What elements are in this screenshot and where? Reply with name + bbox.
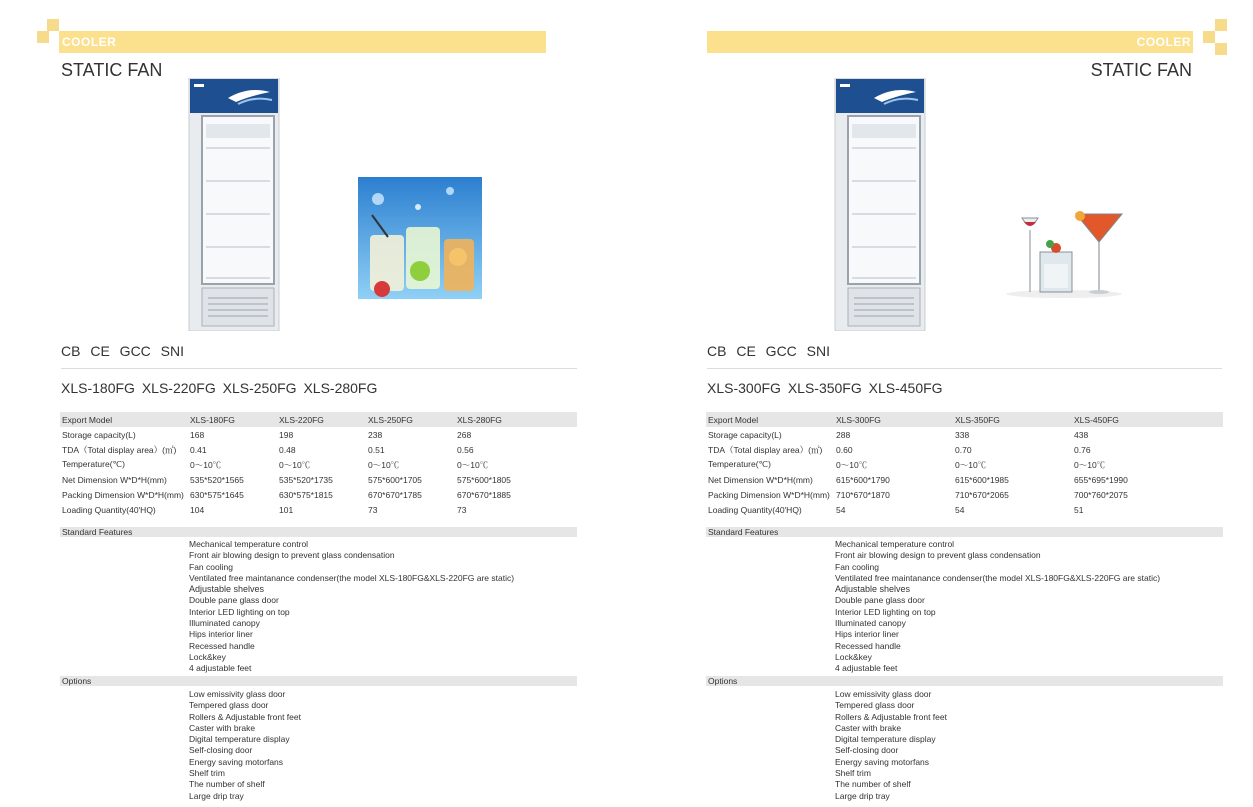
option-item: Energy saving motorfans — [189, 756, 284, 767]
spec-value-cell: 575*600*1705 — [368, 474, 422, 485]
option-item: Rollers & Adjustable front feet — [835, 711, 947, 722]
spec-value-cell: 0～10℃ — [955, 459, 987, 470]
standard-features-header: Standard Features — [60, 527, 577, 537]
spec-row — [60, 487, 577, 502]
option-item: Low emissivity glass door — [189, 689, 286, 699]
spec-label-cell: TDA（Total display area）(㎡) — [708, 444, 823, 455]
spec-value-cell: 655*695*1990 — [1074, 474, 1128, 485]
spec-value-cell: 51 — [1074, 504, 1084, 515]
spec-value-cell: XLS-350FG — [953, 412, 1072, 427]
spec-value-cell: 630*575*1815 — [279, 489, 333, 500]
option-item: Large drip tray — [189, 790, 244, 801]
feature-item: Ventilated free maintanance condenser(the model XLS-180FG&XLS-220FG are static) — [835, 572, 1161, 583]
feature-item: Recessed handle — [835, 640, 901, 651]
spec-value-cell: 615*600*1790 — [836, 474, 890, 485]
feature-item: 4 adjustable feet — [189, 663, 252, 674]
feature-item: Interior LED lighting on top — [189, 606, 290, 617]
options-list — [189, 689, 301, 802]
left-page — [0, 0, 626, 807]
certifications: CB CE GCC SNI — [707, 343, 831, 359]
feature-item: Hips interior liner — [835, 629, 899, 640]
spec-row — [60, 442, 577, 457]
feature-item: Front air blowing design to prevent glass condensation — [189, 550, 395, 561]
spec-value-cell: 73 — [457, 504, 467, 515]
spec-value-cell: XLS-250FG — [366, 412, 455, 427]
spec-header-row — [60, 412, 577, 427]
standard-features-list — [189, 539, 514, 675]
spec-label-cell: Storage capacity(L) — [62, 429, 136, 440]
feature-item: Mechanical temperature control — [189, 539, 309, 549]
spec-row — [706, 502, 1223, 517]
option-item: Shelf trim — [835, 768, 871, 779]
deco-square — [1203, 31, 1215, 43]
cooler-product-image — [188, 78, 280, 331]
option-item: Shelf trim — [189, 768, 225, 779]
page-title: STATIC FAN — [61, 60, 163, 80]
spec-value-cell: 288 — [836, 429, 851, 440]
spec-value-cell: 101 — [279, 504, 294, 515]
cooler-product-image — [834, 78, 926, 331]
spec-value-cell: 615*600*1985 — [955, 474, 1009, 485]
deco-square — [47, 19, 59, 31]
feature-item: Illuminated canopy — [189, 618, 260, 629]
spec-value-cell: XLS-280FG — [455, 412, 577, 427]
cocktail-glasses-photo — [1004, 208, 1127, 298]
spec-label-cell: Packing Dimension W*D*H(mm) — [708, 489, 830, 500]
right-page — [627, 0, 1253, 807]
options-header: Options — [706, 676, 1223, 686]
spec-value-cell: 238 — [368, 429, 383, 440]
spec-value-cell: XLS-450FG — [1072, 412, 1223, 427]
divider — [61, 368, 577, 369]
feature-item: Ventilated free maintanance condenser(the model XLS-180FG&XLS-220FG are static) — [189, 572, 515, 583]
spec-value-cell: 54 — [955, 504, 965, 515]
feature-item: Hips interior liner — [189, 629, 253, 640]
spec-value-cell: 710*670*2065 — [955, 489, 1009, 500]
certifications: CB CE GCC SNI — [61, 343, 185, 359]
spec-value-cell: 104 — [190, 504, 205, 515]
spec-value-cell: 0.60 — [836, 444, 853, 455]
option-item: Large drip tray — [835, 790, 890, 801]
spec-label-cell: Export Model — [706, 412, 834, 427]
spec-table — [706, 412, 1223, 517]
option-item: The number of shelf — [835, 779, 911, 790]
spec-value-cell: 0.41 — [190, 444, 207, 455]
option-item: Self-closing door — [835, 745, 899, 756]
feature-item: Fan cooling — [835, 561, 879, 572]
spec-value-cell: 575*600*1805 — [457, 474, 511, 485]
spec-value-cell: 54 — [836, 504, 846, 515]
spec-value-cell: 0.56 — [457, 444, 474, 455]
spec-row — [60, 427, 577, 442]
spec-value-cell: 535*520*1565 — [190, 474, 244, 485]
model-list: XLS-300FG XLS-350FG XLS-450FG — [707, 380, 943, 396]
spec-value-cell: XLS-180FG — [188, 412, 277, 427]
spec-row — [706, 487, 1223, 502]
spec-label-cell: Net Dimension W*D*H(mm) — [62, 474, 167, 485]
options-list — [835, 689, 947, 802]
spec-value-cell: 0～10℃ — [836, 459, 868, 470]
feature-item: 4 adjustable feet — [835, 663, 898, 674]
spec-value-cell: 710*670*1870 — [836, 489, 890, 500]
spec-label-cell: Storage capacity(L) — [708, 429, 782, 440]
spec-value-cell: 438 — [1074, 429, 1089, 440]
drinks-photo — [358, 177, 482, 299]
spec-value-cell: 0～10℃ — [190, 459, 222, 470]
spec-table — [60, 412, 577, 517]
feature-item: Lock&key — [189, 651, 226, 662]
brand-label: COOLER — [62, 35, 117, 49]
option-item: Digital temperature display — [189, 734, 290, 745]
spec-label-cell: Export Model — [60, 412, 188, 427]
brand-label: COOLER — [1136, 35, 1191, 49]
spec-label-cell: Temperature(℃) — [62, 459, 125, 469]
spec-value-cell: 73 — [368, 504, 378, 515]
options-header: Options — [60, 676, 577, 686]
deco-square — [1215, 43, 1227, 55]
spec-value-cell: 630*575*1645 — [190, 489, 244, 500]
spec-row — [60, 502, 577, 517]
deco-square — [37, 31, 49, 43]
page-title: STATIC FAN — [1090, 60, 1192, 80]
option-item: Caster with brake — [835, 722, 902, 733]
divider — [707, 368, 1222, 369]
spec-row — [706, 472, 1223, 487]
feature-item: Double pane glass door — [835, 595, 925, 606]
option-item: Tempered glass door — [835, 700, 915, 711]
spec-value-cell: 0～10℃ — [1074, 459, 1106, 470]
spec-value-cell: 338 — [955, 429, 970, 440]
option-item: Energy saving motorfans — [835, 756, 930, 767]
spec-value-cell: 700*760*2075 — [1074, 489, 1128, 500]
spec-value-cell: 0～10℃ — [457, 459, 489, 470]
spec-label-cell: Loading Quantity(40'HQ) — [62, 504, 156, 515]
spec-label-cell: Net Dimension W*D*H(mm) — [708, 474, 813, 485]
standard-features-list — [835, 539, 1160, 675]
model-list: XLS-180FG XLS-220FG XLS-250FG XLS-280FG — [61, 380, 378, 396]
option-item: Tempered glass door — [189, 700, 269, 711]
feature-item: Double pane glass door — [189, 595, 279, 606]
spec-value-cell: 0.51 — [368, 444, 385, 455]
feature-item: Interior LED lighting on top — [835, 606, 936, 617]
option-item: The number of shelf — [189, 779, 265, 790]
spec-value-cell: 535*520*1735 — [279, 474, 333, 485]
option-item: Rollers & Adjustable front feet — [189, 711, 301, 722]
option-item: Low emissivity glass door — [835, 689, 932, 699]
spec-row — [706, 457, 1223, 472]
spec-row — [60, 472, 577, 487]
spec-label-cell: Packing Dimension W*D*H(mm) — [62, 489, 184, 500]
feature-item: Adjustable shelves — [835, 584, 911, 595]
spec-value-cell: XLS-300FG — [834, 412, 953, 427]
spec-value-cell: 198 — [279, 429, 294, 440]
spec-row — [706, 442, 1223, 457]
spec-label-cell: TDA（Total display area）(㎡) — [62, 444, 177, 455]
feature-item: Mechanical temperature control — [835, 539, 955, 549]
standard-features-header: Standard Features — [706, 527, 1223, 537]
option-item: Caster with brake — [189, 722, 256, 733]
spec-value-cell: 0.48 — [279, 444, 296, 455]
option-item: Digital temperature display — [835, 734, 936, 745]
deco-square — [1215, 19, 1227, 31]
spec-value-cell: 0～10℃ — [368, 459, 400, 470]
spec-value-cell: 670*670*1885 — [457, 489, 511, 500]
feature-item: Front air blowing design to prevent glass condensation — [835, 550, 1041, 561]
spec-value-cell: 0～10℃ — [279, 459, 311, 470]
spec-label-cell: Loading Quantity(40'HQ) — [708, 504, 802, 515]
option-item: Self-closing door — [189, 745, 253, 756]
feature-item: Recessed handle — [189, 640, 255, 651]
header-band — [707, 31, 1193, 53]
spec-value-cell: 268 — [457, 429, 472, 440]
spec-label-cell: Temperature(℃) — [708, 459, 771, 469]
spec-value-cell: 0.76 — [1074, 444, 1091, 455]
spec-value-cell: 0.70 — [955, 444, 972, 455]
spec-value-cell: 168 — [190, 429, 205, 440]
spec-row — [60, 457, 577, 472]
spec-value-cell: XLS-220FG — [277, 412, 366, 427]
spec-row — [706, 427, 1223, 442]
feature-item: Illuminated canopy — [835, 618, 906, 629]
feature-item: Adjustable shelves — [189, 584, 265, 595]
feature-item: Fan cooling — [189, 561, 233, 572]
spec-value-cell: 670*670*1785 — [368, 489, 422, 500]
header-band — [59, 31, 546, 53]
spec-header-row — [706, 412, 1223, 427]
feature-item: Lock&key — [835, 651, 872, 662]
